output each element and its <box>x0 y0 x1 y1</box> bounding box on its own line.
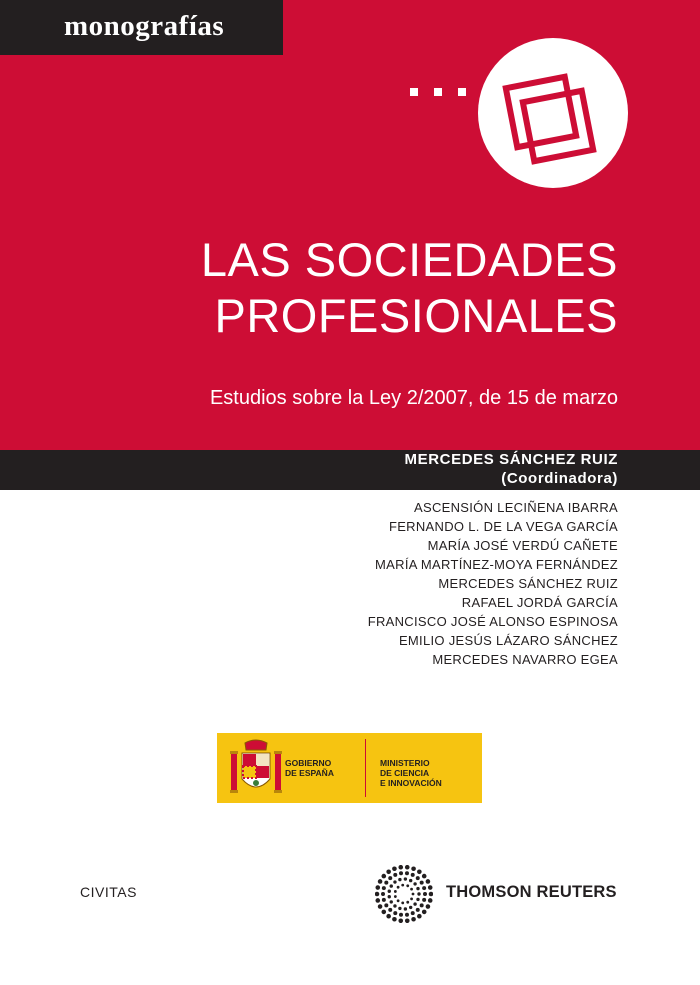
tr-dot <box>411 873 415 877</box>
tr-dot <box>386 914 391 919</box>
tr-dot <box>388 908 392 912</box>
tr-dot <box>399 871 403 875</box>
title-line-1: LAS SOCIEDADES <box>200 233 618 286</box>
tr-dot <box>412 893 415 896</box>
monografias-logo-icon <box>478 38 628 188</box>
tr-dot <box>381 892 385 896</box>
tr-dot <box>428 898 433 903</box>
tr-dot <box>388 895 391 898</box>
tr-dot <box>428 885 433 890</box>
tr-dot <box>406 901 409 904</box>
tr-dot <box>375 892 379 897</box>
author-item: MARÍA MARTÍNEZ-MOYA FERNÁNDEZ <box>375 557 618 572</box>
tr-dot <box>420 903 424 907</box>
tr-dot <box>393 880 396 883</box>
tr-dot <box>382 886 386 890</box>
tr-dot <box>406 884 409 887</box>
series-tab <box>0 0 283 55</box>
tr-dot <box>394 895 397 898</box>
tr-dot <box>393 911 397 915</box>
tr-dot <box>393 904 396 907</box>
tr-dot <box>422 874 427 879</box>
tr-dot <box>409 879 412 882</box>
tr-dot <box>409 906 412 909</box>
author-item: RAFAEL JORDÁ GARCÍA <box>461 595 618 610</box>
author-item: FRANCISCO JOSÉ ALONSO ESPINOSA <box>367 614 618 629</box>
tr-dot <box>413 902 416 905</box>
tr-dot <box>416 887 419 890</box>
tr-dot <box>398 865 403 870</box>
tr-dot <box>423 892 427 896</box>
tr-dot <box>375 898 380 903</box>
tr-dot <box>388 890 391 893</box>
tr-dot <box>394 890 397 893</box>
tr-dot <box>386 869 391 874</box>
tr-dot <box>426 879 431 884</box>
coordinator-name: MERCEDES SÁNCHEZ RUIZ <box>404 451 618 468</box>
author-item: MARÍA JOSÉ VERDÚ CAÑETE <box>427 538 618 553</box>
book-subtitle: Estudios sobre la Ley 2/2007, de 15 de marzo <box>209 387 618 409</box>
tr-dot <box>429 892 433 897</box>
author-item: EMILIO JESÚS LÁZARO SÁNCHEZ <box>398 633 618 648</box>
tr-dot <box>405 871 409 875</box>
tr-dot <box>405 919 410 924</box>
tr-dot <box>401 884 404 887</box>
tr-dot <box>375 885 380 890</box>
tr-dot <box>405 913 409 917</box>
tr-dot <box>390 884 393 887</box>
tr-dot <box>411 911 415 915</box>
dots-ornament <box>410 88 466 96</box>
tr-dot <box>401 902 404 905</box>
book-title <box>201 232 618 344</box>
tr-dot <box>378 879 383 884</box>
tr-dot <box>384 903 388 907</box>
tr-dot <box>397 886 400 889</box>
tr-dot <box>416 898 419 901</box>
government-logo <box>217 733 482 803</box>
tr-dot <box>416 908 420 912</box>
ministerio-text: MINISTERIO DE CIENCIA E INNOVACIÓN <box>380 758 442 788</box>
tr-dot <box>398 919 403 924</box>
coordinator-role: (Coordinadora) <box>501 470 618 487</box>
title-line-2: PROFESIONALES <box>214 289 618 342</box>
tr-dot <box>378 904 383 909</box>
tr-dot <box>410 897 413 900</box>
publisher-name: CIVITAS <box>80 884 137 900</box>
tr-dot <box>388 876 392 880</box>
tr-dot <box>413 882 416 885</box>
tr-dot <box>382 898 386 902</box>
gov-divider <box>365 739 366 797</box>
tr-dot <box>393 873 397 877</box>
tr-dot <box>392 866 397 871</box>
author-item: MERCEDES NAVARRO EGEA <box>432 652 618 667</box>
tr-dot <box>422 898 426 902</box>
tr-dot <box>420 881 424 885</box>
tr-dot <box>384 881 388 885</box>
series-label: monografías <box>64 10 225 42</box>
author-item: ASCENSIÓN LECIÑENA IBARRA <box>414 500 618 515</box>
spain-coat-of-arms-icon <box>229 739 291 799</box>
tr-dot <box>426 904 431 909</box>
tr-dot <box>404 877 407 880</box>
tr-dot <box>398 907 401 910</box>
tr-dot <box>411 866 416 871</box>
publisher-group-name: THOMSON REUTERS <box>446 883 617 901</box>
thomson-reuters-dots-icon <box>375 865 433 923</box>
tr-dot <box>397 899 400 902</box>
tr-dot <box>422 910 427 915</box>
author-item: MERCEDES SÁNCHEZ RUIZ <box>438 576 618 591</box>
tr-dot <box>381 874 386 879</box>
tr-dot <box>399 913 403 917</box>
author-item: FERNANDO L. DE LA VEGA GARCÍA <box>388 519 618 534</box>
gobierno-text: GOBIERNO DE ESPAÑA <box>285 758 334 778</box>
tr-dot <box>381 910 386 915</box>
tr-dot <box>411 917 416 922</box>
tr-dot <box>390 900 393 903</box>
tr-dot <box>417 869 422 874</box>
tr-dot <box>392 917 397 922</box>
author-list <box>368 498 618 669</box>
tr-dot <box>404 907 407 910</box>
tr-dot <box>410 888 413 891</box>
tr-dot <box>416 876 420 880</box>
tr-dot <box>417 914 422 919</box>
tr-dot <box>422 886 426 890</box>
tr-dot <box>417 892 420 895</box>
tr-dot <box>398 878 401 881</box>
tr-dot <box>405 865 410 870</box>
